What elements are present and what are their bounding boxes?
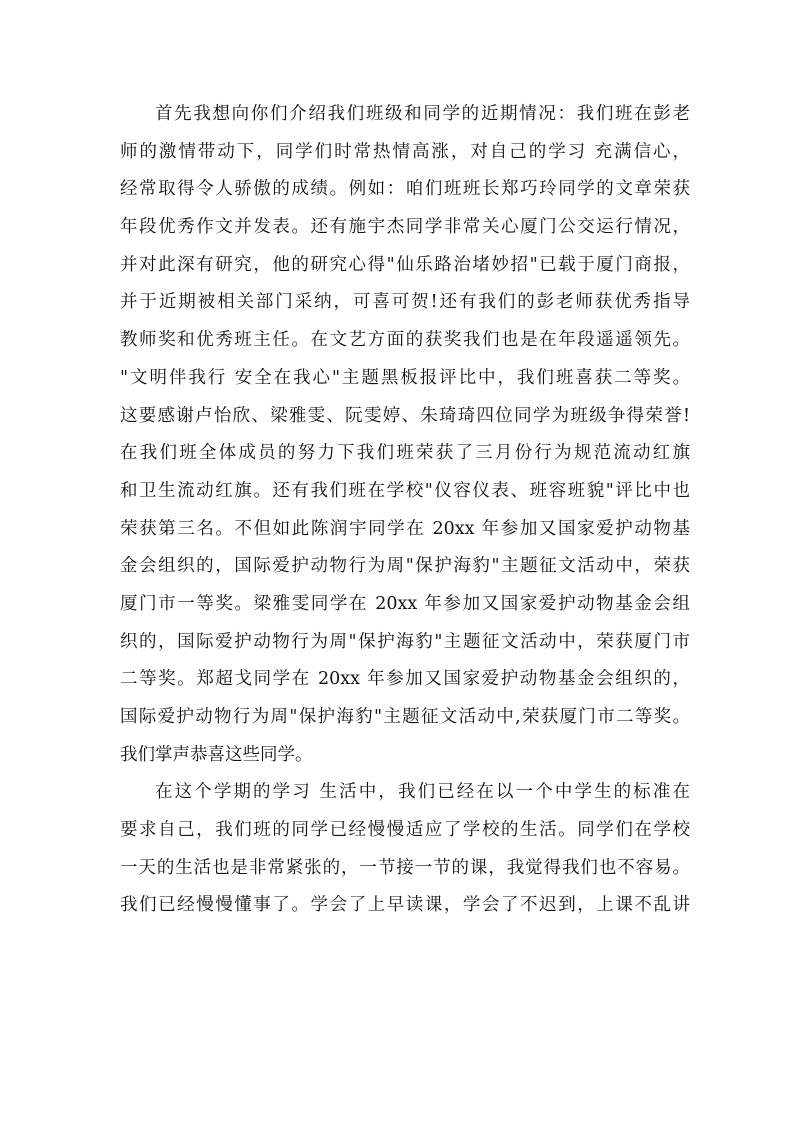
paragraph-line: 织的，国际爱护动物行为周"保护海豹"主题征文活动中，荣获厦门市 [120,631,690,652]
paragraph-line: "文明伴我行 安全在我心"主题黑板报评比中，我们班喜获二等奖。 [120,367,690,388]
paragraph-line: 金会组织的，国际爱护动物行为周"保护海豹"主题征文活动中，荣获 [120,556,690,577]
paragraph-line: 并对此深有研究，他的研究心得"仙乐路治堵妙招"已载于厦门商报， [120,254,690,275]
paragraph-line: 我们已经慢慢懂事了。学会了上早读课，学会了不迟到，上课不乱讲 [120,895,690,916]
paragraph-line: 国际爱护动物行为周"保护海豹"主题征文活动中,荣获厦门市二等奖。 [120,707,690,727]
paragraph-2 [120,774,690,925]
paragraph-line: 这要感谢卢怡欣、梁雅雯、阮雯婷、朱琦琦四位同学为班级争得荣誉! [120,405,690,426]
paragraph-line: 经常取得令人骄傲的成绩。例如：咱们班班长郑巧玲同学的文章荣获 [120,179,690,200]
paragraph-line: 在我们班全体成员的努力下我们班荣获了三月份行为规范流动红旗 [120,443,690,464]
paragraph-line: 首先我想向你们介绍我们班级和同学的近期情况：我们班在彭老 [155,104,690,124]
document-body [120,96,690,925]
paragraph-1 [120,96,690,774]
paragraph-line: 要求自己，我们班的同学已经慢慢适应了学校的生活。同学们在学校 [120,820,690,841]
paragraph-line: 年段优秀作文并发表。还有施宇杰同学非常关心厦门公交运行情况， [120,217,690,238]
paragraph-line: 并于近期被相关部门采纳，可喜可贺!还有我们的彭老师获优秀指导 [120,292,690,313]
paragraph-line: 荣获第三名。不但如此陈润宇同学在 20xx 年参加又国家爱护动物基 [120,518,690,539]
paragraph-line: 一天的生活也是非常紧张的，一节接一节的课，我觉得我们也不容易。 [120,857,690,878]
paragraph-line: 二等奖。郑超戈同学在 20xx 年参加又国家爱护动物基金会组织的， [120,669,690,690]
paragraph-line: 师的激情带动下，同学们时常热情高涨，对自己的学习 充满信心， [120,141,690,162]
paragraph-line: 在这个学期的学习 生活中，我们已经在以一个中学生的标准在 [155,782,690,803]
paragraph-line: 厦门市一等奖。梁雅雯同学在 20xx 年参加又国家爱护动物基金会组 [120,593,690,614]
paragraph-line: 教师奖和优秀班主任。在文艺方面的获奖我们也是在年段遥遥领先。 [120,330,690,351]
paragraph-line: 我们掌声恭喜这些同学。 [120,744,313,765]
paragraph-line: 和卫生流动红旗。还有我们班在学校"仪容仪表、班容班貌"评比中也 [120,480,690,501]
